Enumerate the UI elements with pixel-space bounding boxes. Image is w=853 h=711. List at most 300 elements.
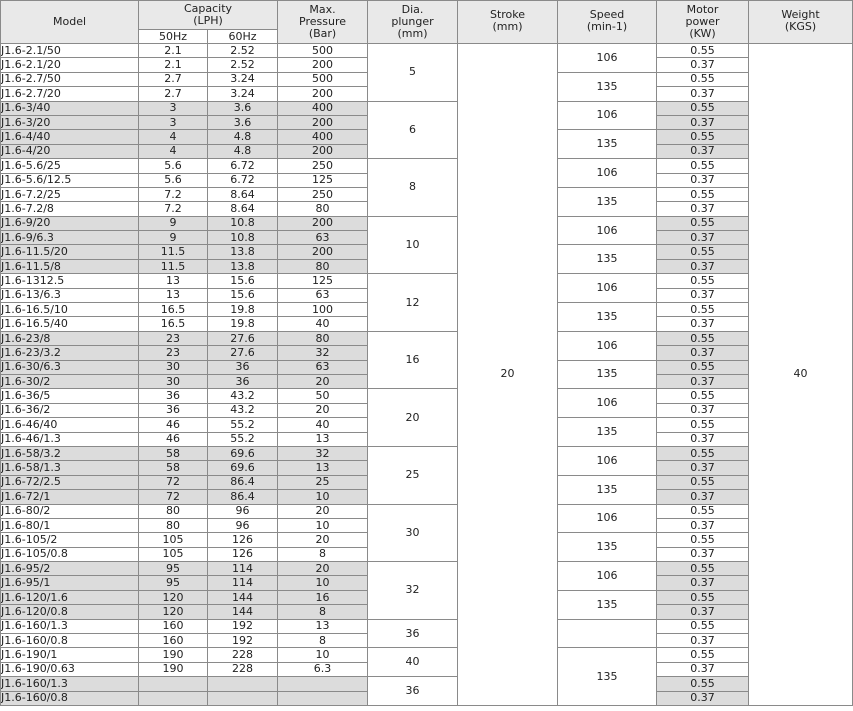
speed-cell: 135: [558, 590, 657, 619]
header-model: Model: [1, 1, 139, 44]
capacity-50hz-cell: 105: [139, 547, 208, 561]
model-cell: J1.6-2.7/20: [1, 87, 139, 101]
pressure-cell: 500: [278, 72, 368, 86]
pressure-cell: 100: [278, 303, 368, 317]
capacity-60hz-cell: 144: [208, 590, 278, 604]
capacity-60hz-cell: 6.72: [208, 173, 278, 187]
weight-cell: 40: [749, 44, 853, 706]
motor-power-cell: 0.55: [657, 446, 749, 460]
header-plunger-label-2: plunger: [391, 15, 434, 28]
motor-power-cell: 0.55: [657, 159, 749, 173]
pressure-cell: 20: [278, 374, 368, 388]
header-weight-label: Weight: [781, 8, 820, 21]
plunger-cell: 6: [368, 101, 458, 159]
capacity-50hz-cell: 105: [139, 533, 208, 547]
header-weight-unit: (KGS): [784, 20, 817, 33]
speed-cell: 106: [558, 389, 657, 418]
motor-power-cell: 0.55: [657, 245, 749, 259]
plunger-cell: 30: [368, 504, 458, 562]
model-cell: J1.6-36/5: [1, 389, 139, 403]
capacity-60hz-cell: 3.6: [208, 115, 278, 129]
capacity-50hz-cell: [139, 677, 208, 691]
capacity-50hz-cell: 58: [139, 446, 208, 460]
capacity-50hz-cell: 95: [139, 576, 208, 590]
model-cell: J1.6-80/1: [1, 518, 139, 532]
capacity-50hz-cell: [139, 691, 208, 705]
capacity-50hz-cell: 13: [139, 274, 208, 288]
speed-cell: 135: [558, 130, 657, 159]
capacity-60hz-cell: 3.24: [208, 72, 278, 86]
pressure-cell: 40: [278, 418, 368, 432]
model-cell: J1.6-120/0.8: [1, 605, 139, 619]
header-plunger-unit: (mm): [397, 27, 428, 40]
model-cell: J1.6-190/1: [1, 648, 139, 662]
capacity-60hz-cell: [208, 691, 278, 705]
capacity-50hz-cell: 4: [139, 130, 208, 144]
speed-cell: 135: [558, 303, 657, 332]
motor-power-cell: 0.55: [657, 533, 749, 547]
pressure-cell: 8: [278, 634, 368, 648]
table-body: [1, 44, 853, 706]
model-cell: J1.6-58/3.2: [1, 446, 139, 460]
capacity-50hz-cell: 5.6: [139, 173, 208, 187]
capacity-50hz-cell: 7.2: [139, 202, 208, 216]
pressure-cell: 13: [278, 432, 368, 446]
motor-power-cell: 0.55: [657, 590, 749, 604]
pressure-cell: 200: [278, 58, 368, 72]
model-cell: J1.6-58/1.3: [1, 461, 139, 475]
pressure-cell: 20: [278, 504, 368, 518]
pressure-cell: 10: [278, 490, 368, 504]
capacity-60hz-cell: 126: [208, 547, 278, 561]
motor-power-cell: 0.37: [657, 432, 749, 446]
speed-cell: 106: [558, 331, 657, 360]
model-cell: J1.6-72/1: [1, 490, 139, 504]
speed-cell: 135: [558, 187, 657, 216]
capacity-50hz-cell: 2.1: [139, 58, 208, 72]
pressure-cell: [278, 691, 368, 705]
model-cell: J1.6-2.7/50: [1, 72, 139, 86]
model-cell: J1.6-16.5/40: [1, 317, 139, 331]
pressure-cell: 20: [278, 403, 368, 417]
motor-power-cell: 0.37: [657, 547, 749, 561]
model-cell: J1.6-95/2: [1, 562, 139, 576]
header-power-label: Motor: [686, 3, 719, 16]
plunger-cell: 20: [368, 389, 458, 447]
capacity-60hz-cell: 86.4: [208, 475, 278, 489]
model-cell: J1.6-30/2: [1, 374, 139, 388]
capacity-50hz-cell: 58: [139, 461, 208, 475]
pressure-cell: 25: [278, 475, 368, 489]
capacity-50hz-cell: 3: [139, 101, 208, 115]
header-speed: [558, 1, 657, 44]
pressure-cell: 20: [278, 562, 368, 576]
motor-power-cell: 0.55: [657, 274, 749, 288]
pressure-cell: 80: [278, 331, 368, 345]
table-row: [1, 331, 853, 345]
motor-power-cell: 0.37: [657, 346, 749, 360]
capacity-60hz-cell: 6.72: [208, 159, 278, 173]
capacity-50hz-cell: 36: [139, 389, 208, 403]
header-power-unit: (KW): [689, 27, 716, 40]
table-row: [1, 216, 853, 230]
pressure-cell: 10: [278, 648, 368, 662]
capacity-60hz-cell: 4.8: [208, 144, 278, 158]
capacity-60hz-cell: 228: [208, 662, 278, 676]
capacity-60hz-cell: 126: [208, 533, 278, 547]
pressure-cell: 8: [278, 605, 368, 619]
motor-power-cell: 0.55: [657, 331, 749, 345]
capacity-50hz-cell: 36: [139, 403, 208, 417]
motor-power-cell: 0.37: [657, 144, 749, 158]
model-cell: J1.6-13/6.3: [1, 288, 139, 302]
speed-cell: [558, 619, 657, 648]
motor-power-cell: 0.55: [657, 475, 749, 489]
pressure-cell: 10: [278, 576, 368, 590]
capacity-60hz-cell: 86.4: [208, 490, 278, 504]
motor-power-cell: 0.37: [657, 288, 749, 302]
model-cell: J1.6-11.5/8: [1, 259, 139, 273]
header-pressure: [278, 1, 368, 44]
motor-power-cell: 0.55: [657, 562, 749, 576]
model-cell: J1.6-72/2.5: [1, 475, 139, 489]
table-row: [1, 504, 853, 518]
capacity-50hz-cell: 16.5: [139, 317, 208, 331]
capacity-60hz-cell: 15.6: [208, 274, 278, 288]
motor-power-cell: 0.37: [657, 662, 749, 676]
header-stroke-label: Stroke: [489, 8, 526, 21]
pressure-cell: 10: [278, 518, 368, 532]
plunger-cell: 36: [368, 677, 458, 706]
motor-power-cell: 0.37: [657, 576, 749, 590]
speed-cell: 106: [558, 44, 657, 73]
speed-cell: 135: [558, 533, 657, 562]
model-cell: J1.6-16.5/10: [1, 303, 139, 317]
capacity-60hz-cell: 144: [208, 605, 278, 619]
model-cell: J1.6-160/1.3: [1, 677, 139, 691]
motor-power-cell: 0.55: [657, 677, 749, 691]
pressure-cell: 80: [278, 259, 368, 273]
header-power-label-2: power: [685, 15, 720, 28]
pressure-cell: 50: [278, 389, 368, 403]
stroke-cell: 20: [458, 44, 558, 706]
header-capacity: [139, 1, 278, 30]
capacity-50hz-cell: 23: [139, 331, 208, 345]
header-power: [657, 1, 749, 44]
plunger-cell: 36: [368, 619, 458, 648]
capacity-50hz-cell: 30: [139, 360, 208, 374]
model-cell: J1.6-120/1.6: [1, 590, 139, 604]
model-cell: J1.6-160/1.3: [1, 619, 139, 633]
speed-cell: 135: [558, 72, 657, 101]
capacity-50hz-cell: 80: [139, 504, 208, 518]
header-stroke-unit: (mm): [492, 20, 523, 33]
capacity-60hz-cell: 36: [208, 374, 278, 388]
motor-power-cell: 0.55: [657, 187, 749, 201]
motor-power-cell: 0.37: [657, 605, 749, 619]
capacity-60hz-cell: 10.8: [208, 231, 278, 245]
pressure-cell: 80: [278, 202, 368, 216]
speed-cell: 135: [558, 418, 657, 447]
model-cell: J1.6-3/40: [1, 101, 139, 115]
motor-power-cell: 0.37: [657, 691, 749, 705]
pressure-cell: 200: [278, 115, 368, 129]
capacity-50hz-cell: 160: [139, 634, 208, 648]
pressure-cell: 6.3: [278, 662, 368, 676]
capacity-50hz-cell: 2.7: [139, 72, 208, 86]
capacity-60hz-cell: 13.8: [208, 245, 278, 259]
capacity-50hz-cell: 120: [139, 605, 208, 619]
pressure-cell: 200: [278, 87, 368, 101]
capacity-60hz-cell: 36: [208, 360, 278, 374]
pressure-cell: 250: [278, 159, 368, 173]
capacity-50hz-cell: 11.5: [139, 245, 208, 259]
capacity-50hz-cell: 7.2: [139, 187, 208, 201]
motor-power-cell: 0.37: [657, 317, 749, 331]
capacity-60hz-cell: 2.52: [208, 44, 278, 58]
capacity-50hz-cell: 2.1: [139, 44, 208, 58]
pressure-cell: 63: [278, 360, 368, 374]
pressure-cell: 125: [278, 173, 368, 187]
capacity-60hz-cell: 192: [208, 634, 278, 648]
table-row: [1, 274, 853, 288]
header-stroke: [458, 1, 558, 44]
capacity-50hz-cell: 3: [139, 115, 208, 129]
capacity-60hz-cell: 19.8: [208, 303, 278, 317]
capacity-50hz-cell: 13: [139, 288, 208, 302]
motor-power-cell: 0.55: [657, 72, 749, 86]
plunger-cell: 10: [368, 216, 458, 274]
model-cell: J1.6-36/2: [1, 403, 139, 417]
capacity-60hz-cell: 43.2: [208, 403, 278, 417]
motor-power-cell: 0.55: [657, 389, 749, 403]
table-row: [1, 159, 853, 173]
plunger-cell: 25: [368, 446, 458, 504]
header-60hz: 60Hz: [208, 30, 278, 44]
capacity-50hz-cell: 9: [139, 216, 208, 230]
header-50hz: 50Hz: [139, 30, 208, 44]
capacity-50hz-cell: 72: [139, 475, 208, 489]
motor-power-cell: 0.37: [657, 202, 749, 216]
motor-power-cell: 0.37: [657, 490, 749, 504]
table-row: [1, 648, 853, 662]
model-cell: J1.6-46/40: [1, 418, 139, 432]
capacity-60hz-cell: 27.6: [208, 331, 278, 345]
capacity-50hz-cell: 46: [139, 418, 208, 432]
model-cell: J1.6-160/0.8: [1, 691, 139, 705]
motor-power-cell: 0.37: [657, 115, 749, 129]
capacity-50hz-cell: 160: [139, 619, 208, 633]
capacity-50hz-cell: 95: [139, 562, 208, 576]
pressure-cell: 400: [278, 130, 368, 144]
model-cell: J1.6-4/40: [1, 130, 139, 144]
capacity-50hz-cell: 190: [139, 662, 208, 676]
pressure-cell: 200: [278, 144, 368, 158]
capacity-60hz-cell: 4.8: [208, 130, 278, 144]
pressure-cell: 125: [278, 274, 368, 288]
capacity-50hz-cell: 120: [139, 590, 208, 604]
pressure-cell: 16: [278, 590, 368, 604]
capacity-60hz-cell: 8.64: [208, 187, 278, 201]
model-cell: J1.6-95/1: [1, 576, 139, 590]
speed-cell: 106: [558, 216, 657, 245]
capacity-60hz-cell: 69.6: [208, 446, 278, 460]
capacity-60hz-cell: 2.52: [208, 58, 278, 72]
motor-power-cell: 0.37: [657, 231, 749, 245]
speed-cell: 106: [558, 446, 657, 475]
header-plunger: [368, 1, 458, 44]
motor-power-cell: 0.55: [657, 360, 749, 374]
capacity-60hz-cell: 43.2: [208, 389, 278, 403]
motor-power-cell: 0.55: [657, 44, 749, 58]
model-cell: J1.6-7.2/8: [1, 202, 139, 216]
pressure-cell: 63: [278, 288, 368, 302]
pressure-cell: 13: [278, 619, 368, 633]
header-speed-label: Speed: [589, 8, 625, 21]
model-cell: J1.6-9/20: [1, 216, 139, 230]
pressure-cell: 32: [278, 446, 368, 460]
motor-power-cell: 0.37: [657, 173, 749, 187]
capacity-50hz-cell: 190: [139, 648, 208, 662]
model-cell: J1.6-160/0.8: [1, 634, 139, 648]
speed-cell: 106: [558, 274, 657, 303]
header-capacity-label: Capacity: [183, 2, 233, 15]
capacity-50hz-cell: 30: [139, 374, 208, 388]
capacity-50hz-cell: 23: [139, 346, 208, 360]
capacity-60hz-cell: 15.6: [208, 288, 278, 302]
capacity-60hz-cell: 96: [208, 504, 278, 518]
capacity-50hz-cell: 46: [139, 432, 208, 446]
table-row: [1, 446, 853, 460]
speed-cell: 106: [558, 504, 657, 533]
capacity-60hz-cell: 13.8: [208, 259, 278, 273]
plunger-cell: 12: [368, 274, 458, 332]
motor-power-cell: 0.55: [657, 216, 749, 230]
pressure-cell: 500: [278, 44, 368, 58]
capacity-60hz-cell: 8.64: [208, 202, 278, 216]
header-plunger-label: Dia.: [401, 3, 424, 16]
motor-power-cell: 0.37: [657, 461, 749, 475]
speed-cell: 106: [558, 159, 657, 188]
capacity-60hz-cell: 55.2: [208, 432, 278, 446]
motor-power-cell: 0.37: [657, 518, 749, 532]
table-row: [1, 389, 853, 403]
plunger-cell: 5: [368, 44, 458, 102]
motor-power-cell: 0.55: [657, 648, 749, 662]
model-cell: J1.6-3/20: [1, 115, 139, 129]
pressure-cell: 40: [278, 317, 368, 331]
capacity-50hz-cell: 80: [139, 518, 208, 532]
speed-cell: 135: [558, 475, 657, 504]
model-cell: J1.6-80/2: [1, 504, 139, 518]
model-cell: J1.6-46/1.3: [1, 432, 139, 446]
model-cell: J1.6-1312.5: [1, 274, 139, 288]
pressure-cell: 400: [278, 101, 368, 115]
pressure-cell: 20: [278, 533, 368, 547]
model-cell: J1.6-4/20: [1, 144, 139, 158]
speed-cell: 106: [558, 101, 657, 130]
motor-power-cell: 0.55: [657, 418, 749, 432]
model-cell: J1.6-190/0.63: [1, 662, 139, 676]
capacity-50hz-cell: 9: [139, 231, 208, 245]
capacity-60hz-cell: 3.24: [208, 87, 278, 101]
capacity-60hz-cell: 27.6: [208, 346, 278, 360]
pressure-cell: 200: [278, 245, 368, 259]
capacity-60hz-cell: 3.6: [208, 101, 278, 115]
capacity-60hz-cell: [208, 677, 278, 691]
motor-power-cell: 0.37: [657, 403, 749, 417]
plunger-cell: 16: [368, 331, 458, 389]
capacity-60hz-cell: 96: [208, 518, 278, 532]
motor-power-cell: 0.55: [657, 619, 749, 633]
capacity-60hz-cell: 114: [208, 562, 278, 576]
header-weight: [749, 1, 853, 44]
motor-power-cell: 0.37: [657, 259, 749, 273]
plunger-cell: 40: [368, 648, 458, 677]
model-cell: J1.6-23/8: [1, 331, 139, 345]
motor-power-cell: 0.37: [657, 634, 749, 648]
model-cell: J1.6-7.2/25: [1, 187, 139, 201]
capacity-60hz-cell: 228: [208, 648, 278, 662]
motor-power-cell: 0.55: [657, 303, 749, 317]
motor-power-cell: 0.37: [657, 374, 749, 388]
speed-cell: 135: [558, 245, 657, 274]
model-cell: J1.6-105/0.8: [1, 547, 139, 561]
plunger-cell: 32: [368, 562, 458, 620]
capacity-50hz-cell: 4: [139, 144, 208, 158]
motor-power-cell: 0.55: [657, 504, 749, 518]
model-cell: J1.6-9/6.3: [1, 231, 139, 245]
pressure-cell: 8: [278, 547, 368, 561]
capacity-50hz-cell: 16.5: [139, 303, 208, 317]
capacity-60hz-cell: 69.6: [208, 461, 278, 475]
capacity-50hz-cell: 2.7: [139, 87, 208, 101]
capacity-60hz-cell: 10.8: [208, 216, 278, 230]
motor-power-cell: 0.37: [657, 87, 749, 101]
header-speed-unit: (min-1): [586, 20, 628, 33]
speed-cell: 135: [558, 360, 657, 389]
motor-power-cell: 0.55: [657, 101, 749, 115]
header-pressure-label: Max.: [309, 3, 336, 16]
model-cell: J1.6-2.1/50: [1, 44, 139, 58]
plunger-cell: 8: [368, 159, 458, 217]
pressure-cell: 32: [278, 346, 368, 360]
capacity-60hz-cell: 55.2: [208, 418, 278, 432]
header-pressure-unit: (Bar): [308, 27, 337, 40]
pressure-cell: 200: [278, 216, 368, 230]
model-cell: J1.6-2.1/20: [1, 58, 139, 72]
pressure-cell: 63: [278, 231, 368, 245]
table-row: [1, 677, 853, 691]
model-cell: J1.6-11.5/20: [1, 245, 139, 259]
model-cell: J1.6-5.6/12.5: [1, 173, 139, 187]
header-pressure-label-2: Pressure: [299, 15, 346, 28]
capacity-60hz-cell: 114: [208, 576, 278, 590]
motor-power-cell: 0.37: [657, 58, 749, 72]
model-cell: J1.6-5.6/25: [1, 159, 139, 173]
capacity-60hz-cell: 19.8: [208, 317, 278, 331]
table-row: [1, 101, 853, 115]
capacity-50hz-cell: 11.5: [139, 259, 208, 273]
motor-power-cell: 0.55: [657, 130, 749, 144]
model-cell: J1.6-23/3.2: [1, 346, 139, 360]
model-cell: J1.6-30/6.3: [1, 360, 139, 374]
speed-cell: 135: [558, 648, 657, 706]
pressure-cell: [278, 677, 368, 691]
model-cell: J1.6-105/2: [1, 533, 139, 547]
header-capacity-unit: (LPH): [193, 14, 223, 27]
speed-cell: 106: [558, 562, 657, 591]
